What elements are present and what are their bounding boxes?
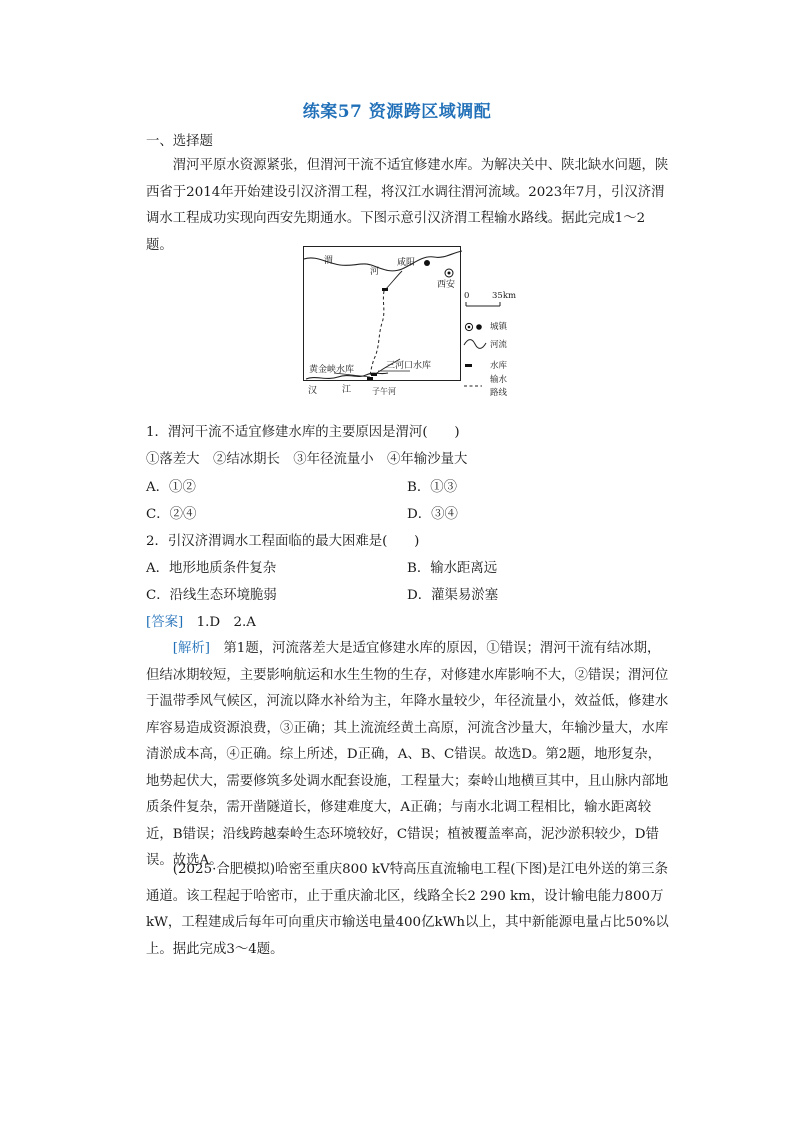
map-legend	[462, 290, 532, 400]
legend-town: 城镇	[490, 322, 508, 332]
answer-tag: [答案]	[146, 615, 184, 630]
q2-option-c: C．沿线生态环境脆弱	[146, 588, 277, 603]
river-symbol	[464, 340, 486, 349]
q2-stem: 2．引汉济渭调水工程面临的最大困难是( )	[146, 534, 420, 549]
answer-text: 1.D 2.A	[183, 615, 256, 630]
q1-option-a: A．①②	[146, 480, 196, 495]
label-wei: 渭	[324, 256, 334, 266]
town-core-symbol	[468, 326, 471, 329]
legend-river: 河流	[490, 340, 508, 350]
intro-paragraph-2: (2025·合肥模拟)哈密至重庆800 kV特高压直流输电工程(下图)是江电外送的第三条通道。该工程起于哈密市，止于重庆渝北区，线路全长2 290 km，设计输电能力800万kW，工程建成后每年可向重庆市输送电量400亿kWh以上，其中新能源电量占比50%以上。据此完成3～4题。	[146, 862, 669, 957]
analysis-tag: [解析]	[172, 641, 211, 656]
q2-option-d: D．灌渠易淤塞	[407, 588, 499, 603]
page-title: 练案57 资源跨区域调配	[302, 102, 492, 122]
label-xian: 西安	[437, 280, 456, 290]
map-drawing	[304, 247, 462, 382]
q1-stem: 1．渭河干流不适宜修建水库的主要原因是渭河( )	[146, 425, 460, 440]
answer-line	[146, 613, 256, 633]
town-dot-symbol	[476, 324, 482, 330]
reservoir-huangjinxia	[367, 377, 373, 380]
reservoir-sanhekou	[371, 373, 377, 376]
section-heading: 一、选择题	[146, 134, 213, 149]
q1-option-d: D．③④	[407, 507, 458, 522]
q1-option-c: C．②④	[146, 507, 197, 522]
reservoir-upper	[382, 288, 388, 291]
route-map	[303, 246, 461, 396]
legend-route-1: 输水	[490, 375, 508, 385]
legend-route-2: 路线	[490, 388, 508, 398]
label-ziwu: 子午河	[372, 387, 396, 396]
xianyang-dot	[424, 260, 430, 266]
intro-paragraph-1: 渭河平原水资源紧张，但渭河干流不适宜修建水库。为解决关中、陕北缺水问题，陕西省于2014年开始建设引汉济渭工程，将汉江水调往渭河流域。2023年7月，引汉济渭调水工程成功实现向西安先期通水。下图示意引汉济渭工程输水路线。据此完成1～2题。	[146, 158, 669, 253]
label-xianyang: 咸阳	[397, 258, 416, 268]
xian-core	[448, 272, 451, 275]
reservoir-symbol	[465, 364, 472, 367]
q2-option-a: A．地形地质条件复杂	[146, 561, 277, 576]
transfer-route	[370, 291, 384, 379]
analysis-paragraph	[146, 636, 671, 875]
scale-zero: 0	[464, 291, 470, 301]
scale-distance: 35km	[492, 291, 517, 301]
legend-reservoir: 水库	[490, 361, 508, 371]
label-han: 汉	[308, 386, 318, 396]
q2-option-b: B．输水距离远	[407, 561, 498, 576]
analysis-text: 第1题，河流落差大是适宜修建水库的原因，①错误；渭河干流有结冰期，但结冰期较短，主要影响航运和水生生物的生存，对修建水库影响不大，②错误；渭河位于温带季风气候区，河流以降水补给为主，年降水量较少，年径流量小，效益低，修建水库容易造成资源浪费，③正确；其上流流经黄土高原，河流含沙量大，年输沙量大，水库清淤成本高，④正确。综上所述，D正确，A、B、C错误。故选D。第2题，地形复杂，地势起伏大，需要修筑多处调水配套设施，工程量大；秦岭山地横亘其中，且山脉内部地质条件复杂，需开凿隧道长，修建难度大，A正确；与南水北调工程相比，输水距离较近，B错误；沿线跨越秦岭生态环境较好，C错误；植被覆盖率高，泥沙淤积较少，D错误。故选A。	[146, 641, 669, 868]
q1-items: ①落差大 ②结冰期长 ③年径流量小 ④年输沙量大	[146, 452, 468, 467]
label-he: 河	[370, 267, 380, 277]
label-huangjinxia: 黄金峡水库	[309, 365, 355, 375]
label-sanhekou: 三河口水库	[386, 361, 432, 371]
q1-option-b: B．①③	[407, 480, 458, 495]
label-jiang: 江	[342, 385, 352, 395]
